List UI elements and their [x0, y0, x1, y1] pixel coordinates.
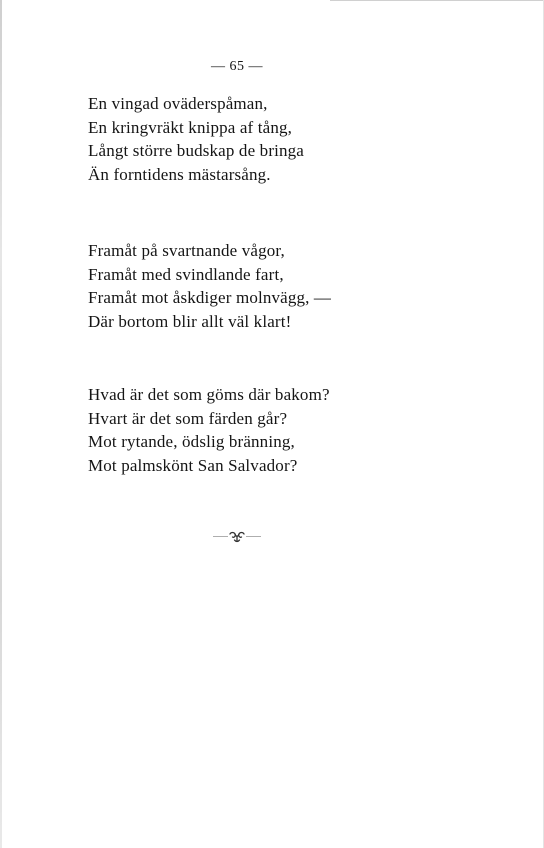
stanza-3: [88, 383, 330, 477]
verse-line: Långt större budskap de bringa: [88, 141, 304, 160]
fleuron-icon: [213, 528, 261, 544]
verse-line: Än forntidens mästarsång.: [88, 164, 271, 184]
verse-line: Hvad är det som göms där bakom?: [88, 385, 330, 404]
verse-line: Mot rytande, ödslig bränning,: [88, 432, 295, 451]
scan-edge-top: [330, 0, 544, 1]
verse-line: Hvart är det som färden går?: [88, 408, 288, 428]
stanza-2: [88, 239, 331, 333]
verse-line: Framåt på svartnande vågor,: [88, 241, 285, 260]
scan-edge-left: [0, 0, 2, 848]
verse-line: En kringvräkt knippa af tång,: [88, 117, 293, 137]
verse-line: Mot palmskönt San Salvador?: [88, 455, 298, 475]
verse-line: Framåt med svindlande fart,: [88, 264, 284, 284]
stanza-1: [88, 92, 304, 186]
verse-line: Där bortom blir allt väl klart!: [88, 311, 292, 331]
page-number: — 65 —: [211, 59, 263, 74]
verse-line: En vingad oväderspåman,: [88, 94, 268, 113]
verse-line: Framåt mot åskdiger molnvägg, —: [88, 288, 332, 307]
